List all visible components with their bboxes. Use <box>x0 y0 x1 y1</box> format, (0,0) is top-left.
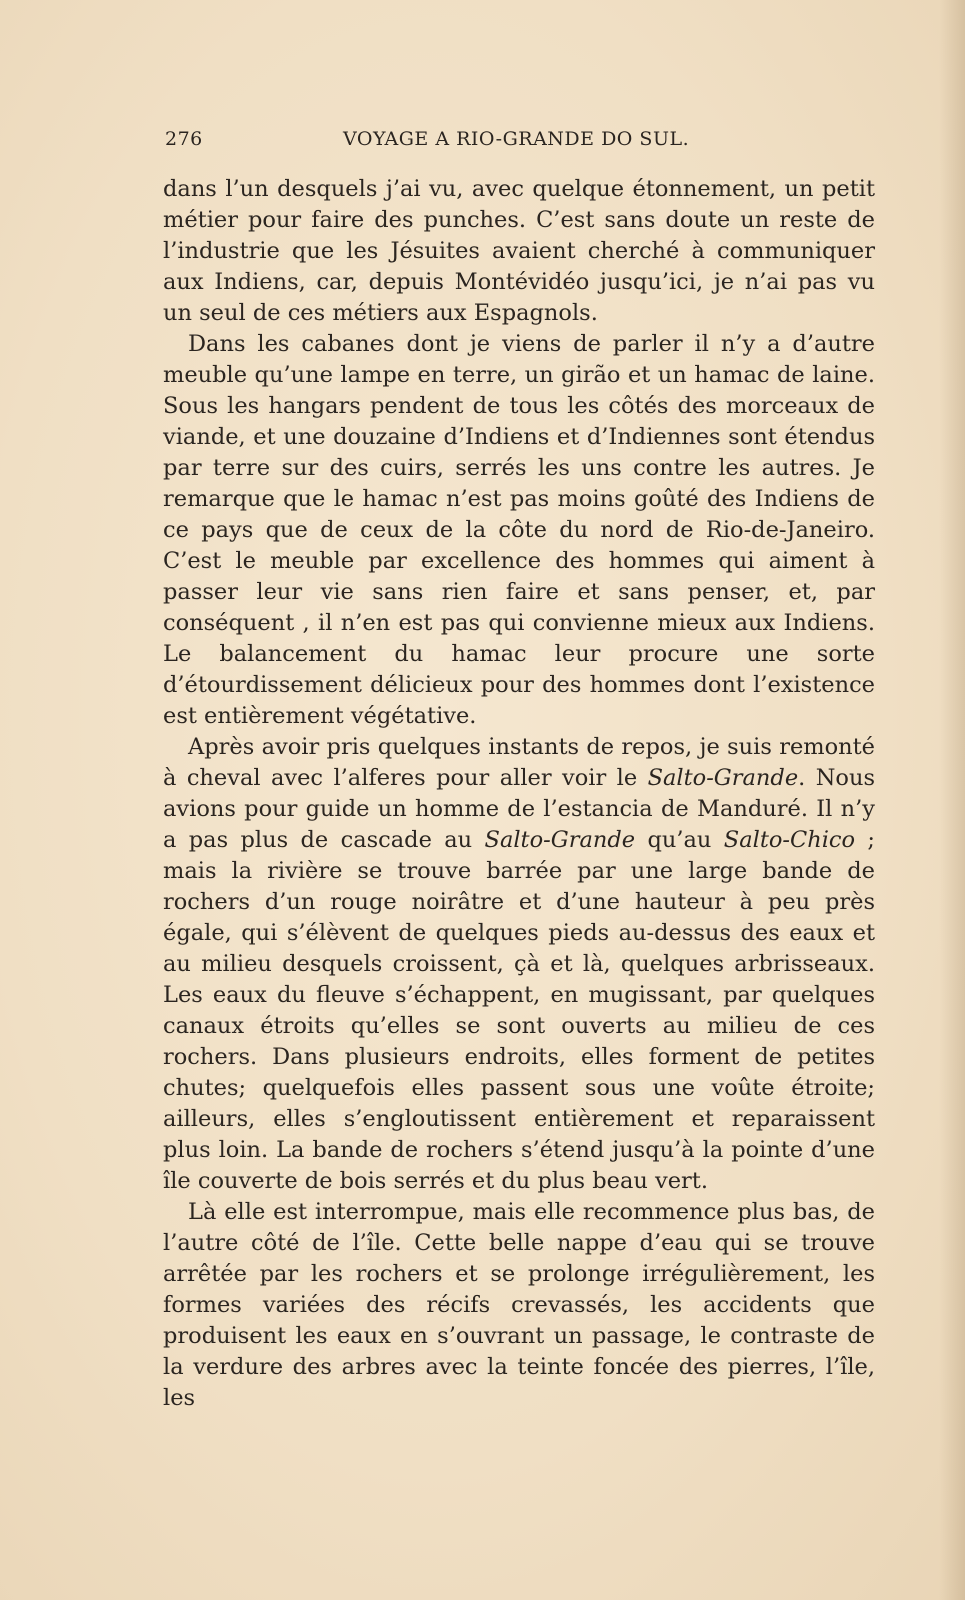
paragraph-3 <box>163 732 875 1197</box>
running-title: VOYAGE A RIO-GRANDE DO SUL. <box>343 128 690 150</box>
paragraph-3-part-a: Après avoir pris quelques instants de repos, je suis remonté à cheval avec l’alferes pour aller voir le <box>163 734 875 791</box>
paragraph-3-part-b: . Nous avions pour guide un homme de l’estancia de Manduré. Il n’y a pas plus de cascade au <box>163 765 876 853</box>
paragraph-1: dans l’un desquels j’ai vu, avec quelque étonnement, un petit métier pour faire des punches. C’est sans doute un reste de l’industrie que les Jésuites avaient cherché à communiquer aux Indiens, car, depuis Montévidéo jusqu’ici, je n’ai pas vu un seul de ces métiers aux Espagnols. <box>163 176 875 326</box>
page-number: 276 <box>165 128 203 150</box>
paragraph-3-part-d: ; mais la rivière se trouve barrée par une large bande de rochers d’un rouge noirâtre et d’une hauteur à peu près égale, qui s’élèvent de quelques pieds au-dessus des eaux et au milieu desquels croissent, çà et là, quelques arbrisseaux. Les eaux du fleuve s’échappent, en mugissant, par quelques canaux étroits qu’elles se sont ouverts au milieu de ces rochers. Dans plusieurs endroits, elles forment de petites chutes; quelquefois elles passent sous une voûte étroite; ailleurs, elles s’engloutissent entièrement et reparaissent plus loin. La bande de rochers s’étend jusqu’à la pointe d’une île couverte de bois serrés et du plus beau vert. <box>163 827 876 1194</box>
running-head <box>165 128 695 158</box>
place-name-salto-chico: Salto-Chico <box>723 827 856 853</box>
page-edge-shadow <box>939 0 965 1600</box>
body-text <box>163 174 875 1414</box>
paragraph-2: Dans les cabanes dont je viens de parler il n’y a d’autre meuble qu’une lampe en terre, un girão et un hamac de laine. Sous les hangars pendent de tous les côtés des morceaux de viande, et une douzaine d’Indiens et d’Indiennes sont étendus par terre sur des cuirs, serrés les uns contre les autres. Je remarque que le hamac n’est pas moins goûté des Indiens de ce pays que de ceux de la côte du nord de Rio-de-Janeiro. C’est le meuble par excellence des hommes qui aiment à passer leur vie sans rien faire et sans penser, et, par conséquent , il n’en est pas qui convienne mieux aux Indiens. Le balancement du hamac leur procure une sorte d’étourdissement délicieux pour des hommes dont l’existence est entièrement végétative. <box>163 331 875 729</box>
paragraph-4: Là elle est interrompue, mais elle recommence plus bas, de l’autre côté de l’île. Cette belle nappe d’eau qui se trouve arrêtée par les rochers et se prolonge irrégulièrement, les formes variées des récifs crevassés, les accidents que produisent les eaux en s’ouvrant un passage, le contraste de la verdure des arbres avec la teinte foncée des pierres, l’île, les <box>163 1199 875 1411</box>
paragraph-3-part-c: qu’au <box>635 827 724 853</box>
place-name-salto-grande-2: Salto-Grande <box>484 827 636 853</box>
place-name-salto-grande: Salto-Grande <box>647 765 799 791</box>
